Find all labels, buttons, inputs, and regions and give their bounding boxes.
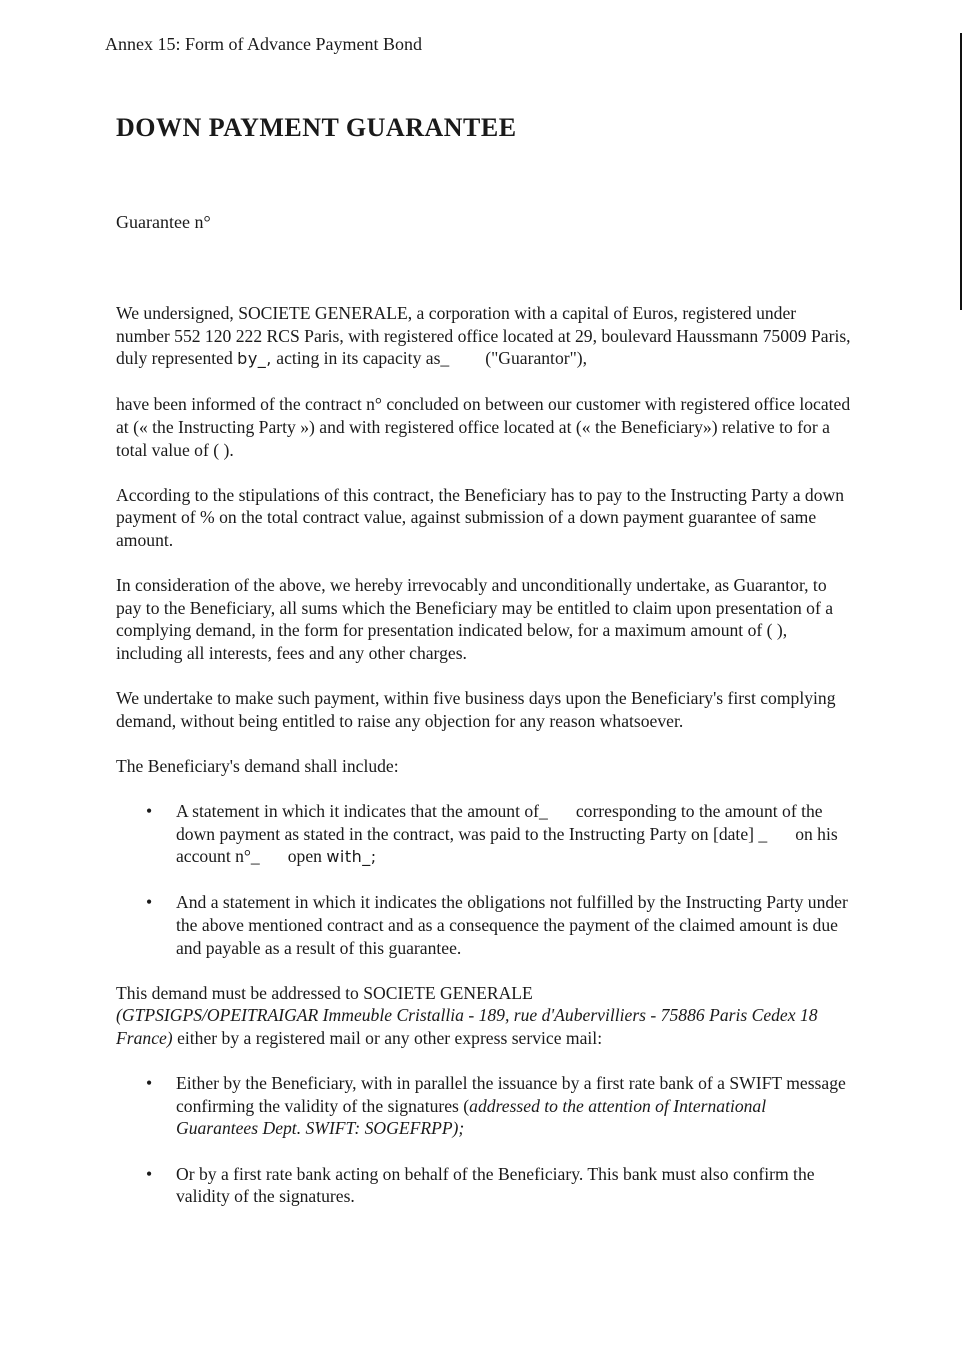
document-body bbox=[116, 302, 851, 1230]
address-text: (GTPSIGPS/OPEITRAIGAR Immeuble Cristallia - 189, rue d'Aubervilliers - 75886 Paris Cedex 18 France) bbox=[116, 1005, 818, 1048]
annex-header: Annex 15: Form of Advance Payment Bond bbox=[105, 34, 422, 54]
guarantee-number-label: Guarantee n° bbox=[116, 212, 211, 232]
paragraph-stipulations: According to the stipulations of this contract, the Beneficiary has to pay to the Instructing Party a down payment of % on the total contract value, against submission of a down payment guarantee of same amount. bbox=[116, 484, 845, 550]
list-item: • A statement in which it indicates that the amount of_ corresponding to the amount of the down payment as stated in the contract, was paid to the Instructing Party on [date] _ on his account n°_ open with_; bbox=[146, 801, 838, 867]
bullet-icon: • bbox=[146, 1163, 153, 1184]
bullet-icon: • bbox=[146, 801, 153, 822]
document-title: DOWN PAYMENT GUARANTEE bbox=[116, 113, 517, 142]
bullet-icon: • bbox=[146, 892, 153, 913]
bullet-icon: • bbox=[146, 1073, 153, 1094]
page-edge-line bbox=[960, 33, 962, 310]
list-item: • Either by the Beneficiary, with in parallel the issuance by a first rate bank of a SWIFT message confirming the validity of the signatures (addressed to the attention of International Guarantees Dept. SWIFT: SOGEFRPP); bbox=[146, 1073, 846, 1139]
delivery-list bbox=[116, 1072, 851, 1208]
paragraph-payment-terms: We undertake to make such payment, within five business days upon the Beneficiary's first complying demand, without being entitled to raise any objection for any reason whatsoever. bbox=[116, 688, 836, 731]
list-item: • Or by a first rate bank acting on behalf of the Beneficiary. This bank must also confirm the validity of the signatures. bbox=[146, 1163, 815, 1207]
demand-list bbox=[116, 800, 851, 959]
paragraph-demand-intro: The Beneficiary's demand shall include: bbox=[116, 755, 399, 776]
open-with-blank: with_; bbox=[326, 847, 377, 867]
list-item: • And a statement in which it indicates the obligations not fulfilled by the Instructing Party under the above mentioned contract and as a consequence the payment of the claimed amount is due and payable as a result of this guarantee. bbox=[146, 892, 848, 958]
paragraph-contract: have been informed of the contract n° concluded on between our customer with registered office located at (« the Instructing Party ») and with registered office located at (« the Beneficiary») relative to for a total value of ( ). bbox=[116, 394, 851, 460]
represented-by-blank: by_, bbox=[237, 349, 272, 369]
paragraph-undertaking: In consideration of the above, we hereby irrevocably and unconditionally undertake, as Guarantor, to pay to the Beneficiary, all sums which the Beneficiary may be entitled to claim upon presentation of a complying demand, in the form for presentation indicated below, for a maximum amount of ( ), including all interests, fees and any other charges. bbox=[116, 575, 834, 663]
paragraph-guarantor: We undersigned, SOCIETE GENERALE, a corporation with a capital of Euros, registered under number 552 120 222 RCS Paris, with registered office located at 29, boulevard Haussmann 75009 Paris, duly represented by_, acting in its capacity as_ ("Guarantor"), bbox=[116, 303, 851, 369]
paragraph-address: This demand must be addressed to SOCIETE GENERALE (GTPSIGPS/OPEITRAIGAR Immeuble Cristallia - 189, rue d'Aubervilliers - 75886 Paris Cedex 18 France) either by a registered mail or any other express service mail: bbox=[116, 982, 818, 1048]
